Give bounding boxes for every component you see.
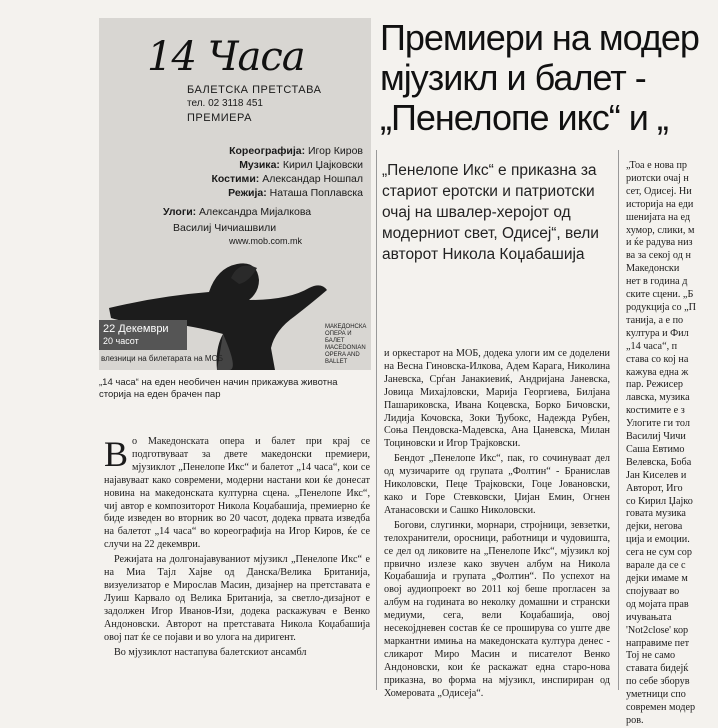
poster-premiere: ПРЕМИЕРА: [187, 112, 252, 124]
column-line: сега не сум сор: [626, 547, 692, 559]
photo-caption: „14 часа“ на еден необичен начин прикажува животна сторија на еден брачен пар: [99, 377, 338, 400]
column-line: Македонски: [626, 263, 680, 275]
column-line: Саша Евтимо: [626, 443, 685, 455]
poster-credits: [143, 144, 363, 200]
column-line: уметници спо: [626, 689, 686, 701]
article-column-3: [626, 160, 718, 728]
article-column-1: [104, 436, 370, 661]
poster-image: [99, 18, 371, 370]
poster-date-time: 20 часот: [103, 336, 139, 346]
column-line: историја на еди: [626, 198, 694, 210]
column-line: Тој не само: [626, 650, 676, 662]
article-lead: „Пенелопе Икс“ е приказна за стариот еротски и патриотски очај на швалер-херојот од модерниот свет, Одисеј“, вели авторот Никола Коџабашија: [382, 162, 599, 263]
poster-roles: Улоги: Александра Мијалкова: [163, 206, 312, 218]
column-line: „14 часа“, п: [626, 340, 678, 352]
column-line: пар. Режисер: [626, 379, 683, 391]
headline-line: „Пенелопе икс“ и „: [380, 97, 668, 138]
article-headline: [380, 18, 710, 138]
column-line: костимите е з: [626, 405, 685, 417]
column-line: става со кој на: [626, 353, 689, 365]
column-line: хумор, слики, м: [626, 224, 695, 236]
poster-date: [99, 320, 187, 350]
column-line: кажува една ж: [626, 366, 689, 378]
column-line: ичувањата: [626, 611, 672, 623]
column-line: Василиј Чичи: [626, 431, 686, 443]
credit-line: Костими: Александар Ношпал: [211, 173, 363, 185]
credit-line: Режија: Наташа Поплавска: [228, 187, 363, 199]
column-line: 'Not2close' кор: [626, 624, 689, 636]
column-line: современ модер: [626, 702, 696, 714]
poster-subtitle: БАЛЕТСКА ПРЕТСТАВА: [187, 84, 322, 96]
column-line: дејки, негова: [626, 521, 683, 533]
column-line: Велевска, Боба: [626, 456, 692, 468]
paragraph: Бендот „Пенелопе Икс“, пак, го сочинуваат дел од музичарите од групата „Фолтин“ - Бранислав Николовски, Пеце Трајковски, Гоце Јовановски, како и Горе Стевковски, Џијан Емин, Огнен Атанасовски и Сашко Николовски.: [384, 453, 610, 516]
column-line: танија, а е по: [626, 314, 684, 326]
column-line: направиме пет: [626, 637, 690, 649]
column-line: културa и Фил: [626, 327, 689, 339]
credit-line: Кореографија: Игор Киров: [229, 145, 363, 157]
poster-tickets: влезници на билетарата на МОБ: [101, 354, 224, 363]
column-line: Авторот, Иго: [626, 482, 683, 494]
article-column-2: [384, 348, 610, 702]
poster-url: www.mob.com.mk: [229, 236, 303, 246]
column-line: и ќе радува низ: [626, 237, 693, 249]
column-line: сет, Одисеј. Ни: [626, 185, 692, 197]
column-line: дејки имаме м: [626, 573, 688, 584]
credit-line: Музика: Кирил Џајковски: [239, 159, 363, 171]
headline-line: мјузикл и балет -: [380, 57, 646, 98]
poster-roles-line2: Василиј Чичиашвили: [173, 222, 277, 234]
column-line: ров.: [626, 714, 644, 726]
column-line: шенијата на ед: [626, 211, 691, 223]
column-line: ција и емоции.: [626, 534, 690, 546]
column-line: ските сцени. „Б: [626, 289, 694, 301]
paragraph: Во мјузиклот настапува балетскиот ансамбл: [114, 646, 307, 658]
opera-logo: МАКЕДОНСКА ОПЕРА И БАЛЕТ MACEDONIAN OPERA AND BALLET: [325, 324, 367, 365]
poster-title: 14 Часа: [147, 34, 305, 80]
column-line: Улогите ги тол: [626, 418, 690, 430]
drop-cap: В: [104, 434, 129, 474]
column-line: родукција со „П: [626, 301, 696, 313]
column-line: спојуваат во: [626, 585, 680, 597]
column-line: по себе зборув: [626, 676, 690, 688]
column-line: со Кирил Џајко: [626, 495, 693, 507]
column-line: нет в година д: [626, 276, 688, 288]
poster-date-day: 22 Декември: [103, 323, 169, 335]
column-line: риотски очај н: [626, 172, 689, 184]
column-divider: [376, 150, 377, 690]
paragraph: Режијата на долгонајавуваниот мјузикл „Пенелопе Икс“ е на Миа Тајл Хајве од Данска/Велика Британија, визуелизатор е Мирослав Масин, дизајнер на претставата е Луиш Карвало од Велика Британија, за светло-дизајнот е задолжен Игор Иванов-Изи, додека раскажувач е Венко Андоновски. Авторот на претставата Никола Коџабашија овој пат ќе се појави и во улога на диригент.: [104, 554, 370, 643]
column-divider: [618, 150, 619, 690]
column-line: лавска, музика: [626, 392, 690, 404]
column-line: од мојата прав: [626, 598, 689, 610]
paragraph: Во Македонската опера и балет при крај се подготвуваат за двете македонски премиери, мјузиклот „Пенелопе Икс“ и балетот „14 часа“, кои се најавуваат како современи, модерни настани кои ќе донесат новина на македонската културна сцена. „Пенелопе Икс“, чиј автор е композиторот Никола Коџабашија, премиерно ќе биде изведен во вторник во 20 часот, додека првата изведба на балетот „14 часа“ во кореографија на Игор Киров, ќе се случи на 22 декември.: [104, 434, 370, 551]
column-line: ставата бидејќ: [626, 663, 689, 675]
column-line: варале да се с: [626, 560, 686, 572]
column-line: Јан Киселев и: [626, 469, 687, 481]
column-line: ва за секој од н: [626, 250, 691, 262]
headline-line: Премиери на модер: [380, 17, 699, 58]
poster-phone: тел. 02 3118 451: [187, 98, 263, 109]
paragraph: Богови, слугинки, морнари, стројници, зевзетки, телохранители, оросници, работници и чудовишта, се дел од ликовите на „Пенелопе Икс“, мјузикл кој првично излезе како звучен албум на Никола Коџабашија и групата „Фолтин“. По успехот на овој аудиопроект во 2011 кој беше прогласен за албум на годината во неколку домашни и странски медиуми, сега, вели Коџабашија, овој несекојдневен состав ќе се проширува со уште две маркантни имиња на македонската култура денес - сликарот Миро Масин и писателот Венко Андоновски, кои ќе раскажат една старо-нова приказна, во форма на мјузикл, инспириран од Хомеровата „Одисеја“.: [384, 519, 610, 699]
column-line: „Тоа е нова пр: [626, 160, 688, 171]
column-line: говата музика: [626, 508, 686, 520]
paragraph: и оркестарот на МОБ, додека улоги им се доделени на Весна Гиновска-Илкова, Адем Карага, Николина Јаневска, Срѓан Јанакиевиќ, Андријана Јаневска, Јовица Михајловски, Марија Георгиева, Билјана Пашариковска, Ивана Коцевска, Борко Бичовски, Лидија Кочовска, Зоки Ђубокс, Надежда Рубен, Соња Пендовска-Мадевска, Ана Цаневска, Милан Тоциновски и Игор Трајковски.: [384, 348, 610, 450]
